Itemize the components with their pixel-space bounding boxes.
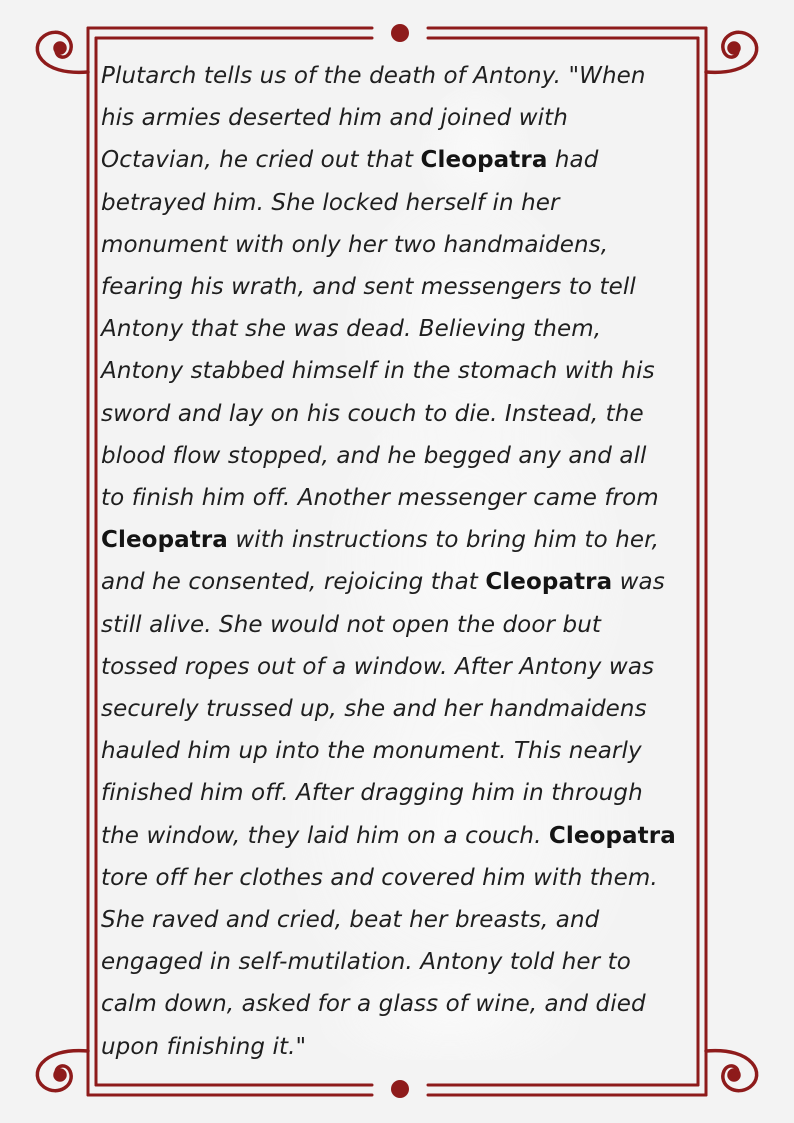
spiral-scroll-icon [706, 32, 757, 72]
passage-line [101, 730, 711, 772]
passage-text: to finish him off. Another messenger came from [101, 485, 659, 512]
spiral-scroll-icon [37, 32, 88, 72]
passage-text: the window, they laid him on a couch. [101, 822, 549, 849]
passage-text: with instructions to bring him to her, [227, 527, 660, 554]
passage-line [101, 97, 711, 139]
passage-text: tossed ropes out of a window. After Antony was [101, 653, 655, 680]
passage-text: monument with only her two handmaidens, [101, 231, 609, 258]
emphasized-name: Cleopatra [485, 569, 613, 596]
passage-text: his armies deserted him and joined with [101, 105, 568, 132]
passage-text: blood flow stopped, and he begged any and all [101, 442, 647, 469]
passage-text: Antony stabbed himself in the stomach with his [101, 358, 655, 385]
emphasized-name: Cleopatra [420, 147, 548, 174]
passage-line [101, 899, 711, 941]
passage-text: sword and lay on his couch to die. Instead, the [101, 400, 644, 427]
passage-line [101, 646, 711, 688]
passage-line [101, 519, 711, 561]
passage-text: securely trussed up, she and her handmaidens [101, 696, 647, 723]
passage-text: was [612, 569, 665, 596]
passage-text: engaged in self-mutilation. Antony told her to [101, 949, 631, 976]
spiral-scroll-icon [37, 1051, 88, 1091]
quote-passage [101, 55, 711, 1068]
passage-text: Plutarch tells us of the death of Antony. "When [101, 63, 646, 89]
dot-ornament-icon [391, 24, 409, 42]
passage-text: still alive. She would not open the door but [101, 611, 601, 638]
passage-line [101, 224, 711, 266]
passage-line [101, 139, 711, 181]
passage-text: had [547, 147, 599, 174]
passage-line [101, 857, 711, 899]
passage-line [101, 941, 711, 983]
spiral-scroll-icon [706, 1051, 757, 1091]
passage-line [101, 604, 711, 646]
passage-text: and he consented, rejoicing that [101, 569, 486, 596]
passage-line [101, 477, 711, 519]
dot-ornament-icon [391, 1080, 409, 1098]
passage-line [101, 561, 711, 603]
passage-line [101, 350, 711, 392]
passage-line [101, 393, 711, 435]
passage-text: fearing his wrath, and sent messengers to tell [101, 274, 636, 301]
passage-text: Octavian, he cried out that [101, 147, 421, 174]
passage-line [101, 815, 711, 857]
passage-line [101, 55, 711, 97]
emphasized-name: Cleopatra [101, 527, 228, 554]
passage-text: Antony that she was dead. Believing them, [101, 316, 602, 343]
passage-line [101, 688, 711, 730]
passage-text: betrayed him. She locked herself in her [101, 189, 560, 216]
passage-text: tore off her clothes and covered him with them. [101, 864, 658, 891]
emphasized-name: Cleopatra [548, 822, 676, 849]
passage-line [101, 435, 711, 477]
passage-line [101, 1026, 711, 1068]
passage-line [101, 983, 711, 1025]
passage-text: calm down, asked for a glass of wine, and died [101, 991, 646, 1018]
passage-line [101, 308, 711, 350]
passage-text: She raved and cried, beat her breasts, and [101, 907, 600, 934]
passage-text: upon finishing it." [101, 1033, 307, 1060]
passage-text: finished him off. After dragging him in through [101, 780, 643, 807]
passage-line [101, 772, 711, 814]
passage-text: hauled him up into the monument. This nearly [101, 738, 642, 765]
passage-line [101, 182, 711, 224]
passage-line [101, 266, 711, 308]
